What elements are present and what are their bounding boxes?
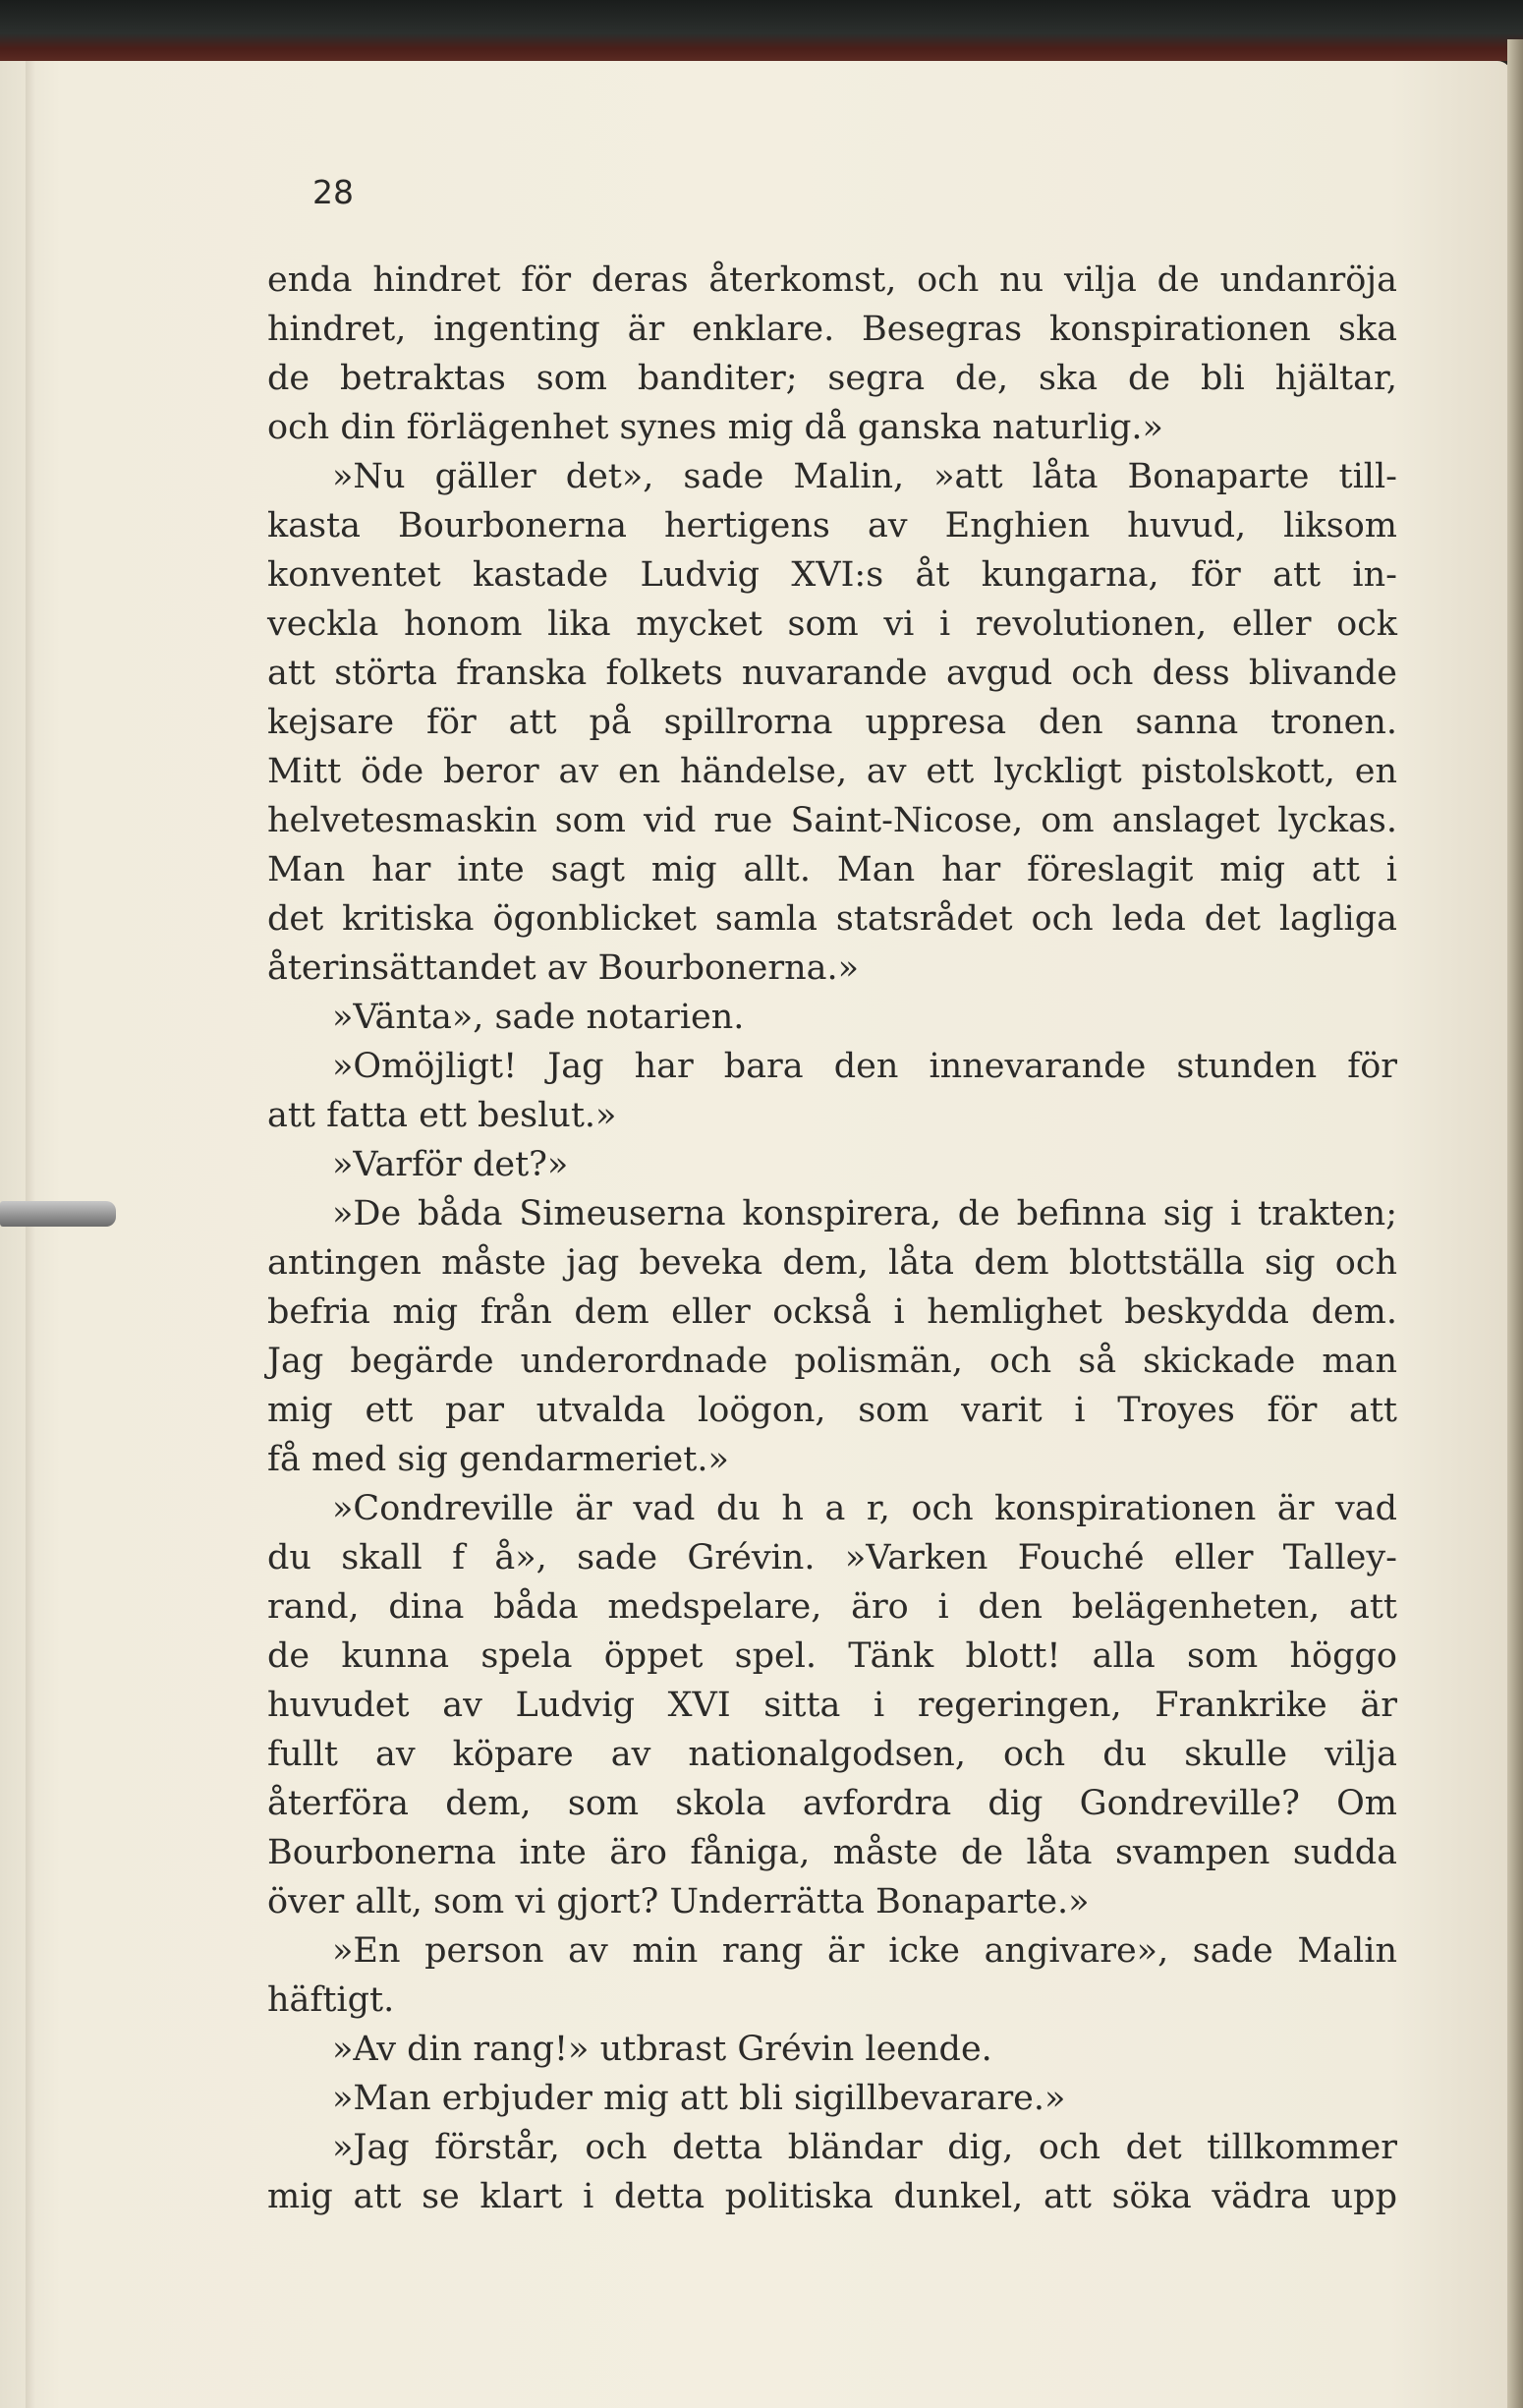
- text-line: kejsare för att på spillrorna uppresa den sanna tronen.: [267, 703, 1397, 742]
- text-line: få med sig gendarmeriet.»: [267, 1440, 729, 1479]
- text-line: »Jag förstår, och detta bländar dig, och det tillkommer: [332, 2128, 1397, 2167]
- metal-clip: [0, 1201, 116, 1227]
- text-line: att störta franska folkets nuvarande avgud och dess blivande: [267, 654, 1397, 693]
- text-line: helvetesmaskin som vid rue Saint-Nicose, om anslaget lyckas.: [267, 801, 1397, 840]
- text-line: »Condreville är vad du h a r, och konspirationen är vad: [332, 1489, 1397, 1528]
- text-line: återinsättandet av Bourbonerna.»: [267, 948, 860, 988]
- text-line: mig ett par utvalda loögon, som varit i Troyes för att: [267, 1391, 1397, 1430]
- text-line: du skall f å», sade Grévin. »Varken Fouché eller Talley-: [267, 1538, 1397, 1577]
- text-line: det kritiska ögonblicket samla statsrådet och leda det lagliga: [267, 899, 1397, 939]
- text-line: »Vänta», sade notarien.: [332, 998, 745, 1037]
- text-line: fullt av köpare av nationalgodsen, och du skulle vilja: [267, 1735, 1397, 1774]
- text-line: och din förlägenhet synes mig då ganska naturlig.»: [267, 408, 1163, 447]
- text-line: Mitt öde beror av en händelse, av ett lyckligt pistolskott, en: [267, 752, 1397, 791]
- text-line: att fatta ett beslut.»: [267, 1096, 617, 1135]
- text-line: »Varför det?»: [332, 1145, 569, 1184]
- text-line: »Av din rang!» utbrast Grévin leende.: [332, 2030, 992, 2069]
- page-gutter-edge: [26, 61, 35, 2408]
- page-number: 28: [312, 173, 354, 211]
- text-line: de betraktas som banditer; segra de, ska de bli hjältar,: [267, 359, 1397, 398]
- text-line: »Omöjligt! Jag har bara den innevarande stunden för: [332, 1047, 1397, 1086]
- text-line: konventet kastade Ludvig XVI:s åt kungarna, för att in-: [267, 555, 1397, 595]
- text-line: hindret, ingenting är enklare. Besegras konspirationen ska: [267, 310, 1397, 349]
- text-line: Man har inte sagt mig allt. Man har föreslagit mig att i: [267, 850, 1397, 889]
- text-line: häftigt.: [267, 1980, 395, 2020]
- text-line: Bourbonerna inte äro fåniga, måste de låta svampen sudda: [267, 1833, 1397, 1872]
- text-line: »En person av min rang är icke angivare», sade Malin: [332, 1931, 1397, 1971]
- text-line: återföra dem, som skola avfordra dig Gondreville? Om: [267, 1784, 1397, 1823]
- text-line: befria mig från dem eller också i hemlighet beskydda dem.: [267, 1292, 1397, 1332]
- text-line: »Nu gäller det», sade Malin, »att låta Bonaparte till-: [332, 457, 1397, 496]
- text-line: »Man erbjuder mig att bli sigillbevarare.»: [332, 2079, 1066, 2118]
- text-line: veckla honom lika mycket som vi i revolutionen, eller ock: [267, 604, 1397, 644]
- text-line: över allt, som vi gjort? Underrätta Bonaparte.»: [267, 1882, 1090, 1921]
- text-line: »De båda Simeuserna konspirera, de befinna sig i trakten;: [332, 1194, 1397, 1233]
- text-line: rand, dina båda medspelare, äro i den belägenheten, att: [267, 1587, 1397, 1627]
- text-line: mig att se klart i detta politiska dunkel, att söka vädra upp: [267, 2177, 1397, 2216]
- right-page-shadow: [1507, 39, 1523, 2408]
- text-line: kasta Bourbonerna hertigens av Enghien huvud, liksom: [267, 506, 1397, 545]
- text-line: Jag begärde underordnade polismän, och så skickade man: [267, 1342, 1397, 1381]
- text-line: huvudet av Ludvig XVI sitta i regeringen, Frankrike är: [267, 1686, 1397, 1725]
- text-line: de kunna spela öppet spel. Tänk blott! alla som höggo: [267, 1636, 1397, 1676]
- body-text: [267, 256, 1397, 2221]
- text-line: antingen måste jag beveka dem, låta dem blottställa sig och: [267, 1243, 1397, 1283]
- text-line: enda hindret för deras återkomst, och nu vilja de undanröja: [267, 260, 1397, 300]
- book-cover-edge: [0, 0, 1523, 61]
